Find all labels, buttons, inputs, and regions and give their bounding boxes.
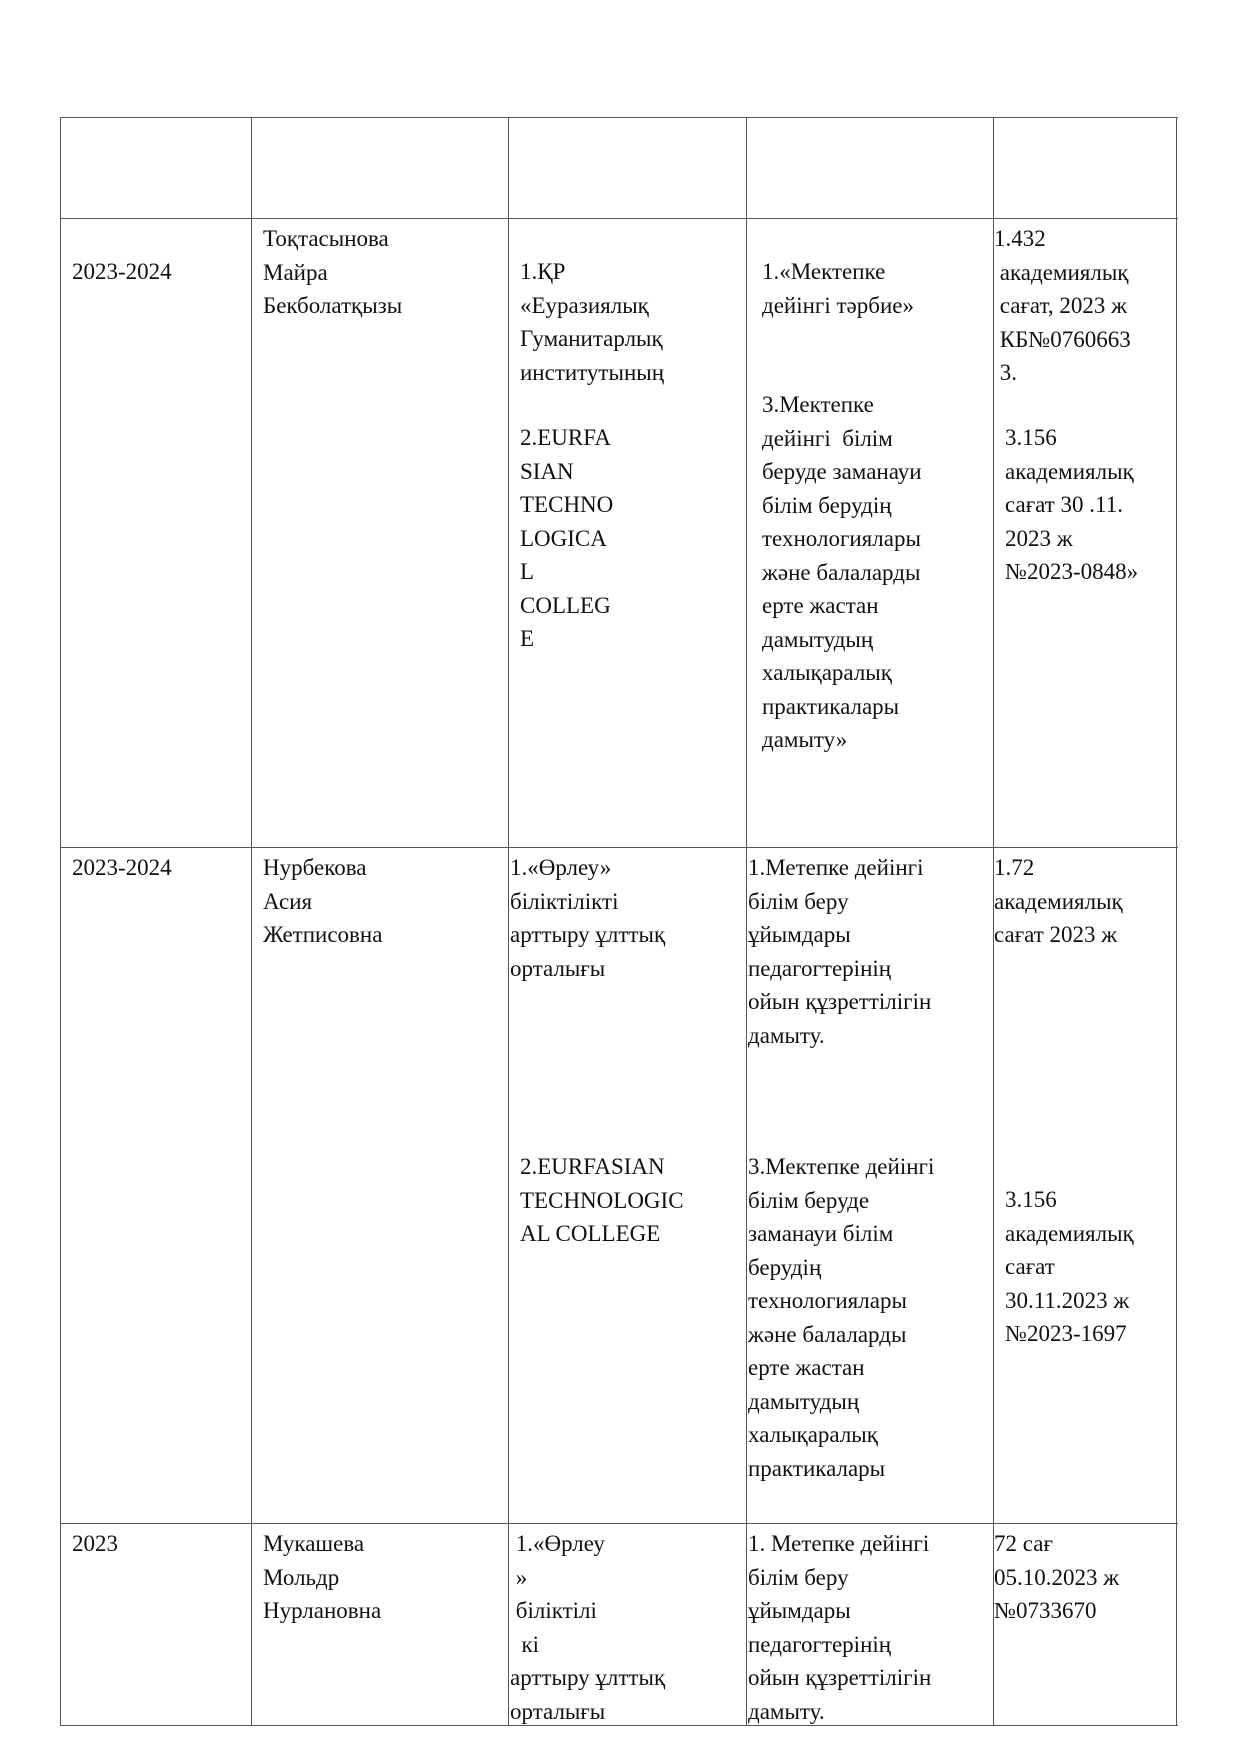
table-row-divider [60,218,1178,219]
row-year: 2023-2024 [72,259,172,284]
table-column-divider [508,117,509,1726]
row-teacher-name: Тоқтасынова Майра Бекболатқызы [263,226,403,318]
row-teacher-name: Мукашева Мольдр Нурлановна [263,1531,382,1623]
row-year: 2023 [72,1531,118,1556]
row-teacher-name: Нурбекова Асия Жетписовна [263,855,383,947]
table-column-divider [746,117,747,1726]
row-certificate: 3.156 академиялық сағат 30.11.2023 ж №2023-1697 [1005,1187,1134,1346]
row-institution: 1.«Өрлеу» біліктілікті арттыру ұлттық орталығы [510,855,666,981]
row-certificate: 1.72 академиялық сағат 2023 ж [994,855,1123,947]
row-institution: 2.EURFA SIAN TECHNO LOGICA L COLLEG E [520,425,614,651]
table-row-divider [60,1523,1178,1524]
row-institution: 1.ҚР «Еуразиялық Гуманитарлық институтының [520,259,665,385]
row-course: 1.Метепке дейінгі білім беру ұйымдары педагогтерінің ойын құзреттілігін дамыту. [748,855,932,1048]
row-institution: 2.EURFASIAN TECHNOLOGIC AL COLLEGE [520,1154,684,1246]
table-border-left [60,117,61,1726]
document-table [60,117,1178,1726]
row-course: 1.«Мектепке дейінгі тәрбие» [762,259,914,318]
row-certificate: 72 сағ 05.10.2023 ж №0733670 [994,1531,1120,1623]
table-border-right [1176,117,1177,1726]
row-course: 3.Мектепке дейінгі білім беруде заманауи білім берудің технологиялары және балаларды ерте жастан дамытудың халықаралық практикалары [748,1154,935,1481]
table-border-top [60,117,1178,118]
table-row-divider [60,847,1178,848]
table-column-divider [251,117,252,1726]
row-course: 1. Метепке дейінгі білім беру ұйымдары педагогтерінің ойын құзреттілігін дамыту. [748,1531,932,1724]
row-year: 2023-2024 [72,855,172,880]
row-certificate: 1.432 академиялық сағат, 2023 ж КБ№0760663 3. [994,226,1131,385]
row-institution: 1.«Өрлеу » біліктілі кі арттыру ұлттық орталығы [510,1531,666,1724]
row-certificate: 3.156 академиялық сағат 30 .11. 2023 ж №2023-0848» [1005,425,1139,584]
row-course: 3.Мектепке дейінгі білім беруде заманауи білім берудің технологиялары және балаларды ерте жастан дамытудың халықаралық практикалары дамыту» [762,392,922,752]
